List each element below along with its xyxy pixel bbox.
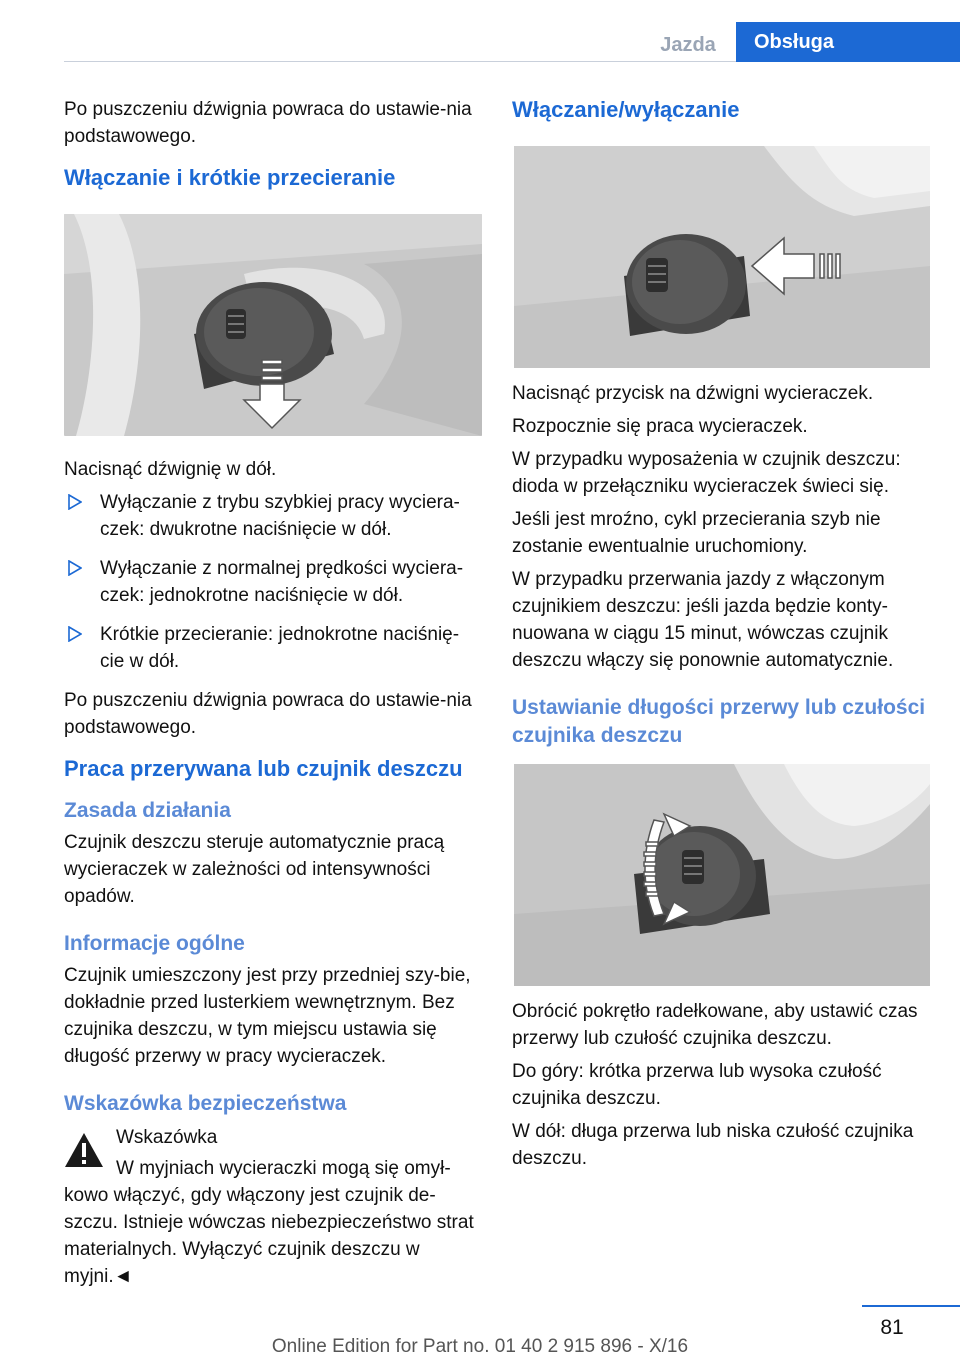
right-column	[512, 96, 932, 1178]
heading-intermittent-rain-sensor: Praca przerywana lub czujnik deszczu	[64, 756, 463, 781]
right-paragraph: W dół: długa przerwa lub niska czułość czujnika deszczu.	[512, 1121, 914, 1169]
heading-safety-note: Wskazówka bezpieczeństwa	[64, 1092, 347, 1115]
footer-rule	[862, 1305, 960, 1307]
heading-interval-sensitivity: Ustawianie długości przerwy lub czułości czujnika deszczu	[512, 696, 926, 747]
right-paragraph: W przypadku wyposażenia w czujnik deszczu: dioda w przełączniku wycieraczek świeci się.	[512, 449, 901, 497]
wiper-lever-push-down-illustration	[64, 214, 482, 436]
triangle-bullet-icon	[68, 560, 82, 576]
bullet-text: Wyłączanie z trybu szybkiej pracy wyciera-czek: dwukrotne naciśnięcie w dół.	[100, 492, 460, 540]
tab-jazda[interactable]: Jazda	[660, 34, 716, 56]
heading-general-info: Informacje ogólne	[64, 932, 245, 955]
general-info-text: Czujnik umieszczony jest przy przedniej szy-bie, dokładnie przed lusterkiem wewnętrznym. Bez czujnika deszczu, w tym miejscu ustawia się długość przerwy w pracy wycieraczek.	[64, 965, 471, 1067]
right-paragraph: Do góry: krótka przerwa lub wysoka czułość czujnika deszczu.	[512, 1061, 882, 1109]
bullet-list	[64, 489, 482, 675]
right-paragraph: Jeśli jest mroźno, cykl przecierania szyb nie zostanie ewentualnie uruchomiony.	[512, 509, 881, 557]
list-item	[64, 555, 482, 609]
heading-on-off: Włączanie/wyłączanie	[512, 97, 740, 122]
note-text: W myjniach wycieraczki mogą się omył-kowo włączyć, gdy włączony jest czujnik de-szczu. Istnieje wówczas niebezpieczeństwo strat materialnych. Wyłączyć czujnik deszczu w myjni.◄	[64, 1158, 474, 1287]
right-paragraph: Rozpocznie się praca wycieraczek.	[512, 416, 808, 437]
right-paragraph: Nacisnąć przycisk na dźwigni wycieraczek.	[512, 383, 874, 404]
bullet-text: Krótkie przecieranie: jednokrotne naciśnię-cie w dół.	[100, 624, 460, 672]
bullet-text: Wyłączanie z normalnej prędkości wyciera-czek: jednokrotne naciśnięcie w dół.	[100, 558, 464, 606]
warning-triangle-icon	[64, 1132, 104, 1168]
wiper-button-press-illustration	[512, 146, 932, 368]
list-item	[64, 489, 482, 543]
footer-edition-text: Online Edition for Part no. 01 40 2 915 896 - X/16	[271, 1336, 689, 1357]
left-column	[64, 96, 482, 1294]
triangle-bullet-icon	[68, 626, 82, 642]
tab-obsluga[interactable]: Obsługa	[736, 22, 960, 62]
knurled-wheel-rotate-illustration	[512, 764, 932, 986]
note-label: Wskazówka	[116, 1127, 218, 1148]
intro-paragraph: Po puszczeniu dźwignia powraca do ustawie-nia podstawowego.	[64, 99, 472, 147]
page-number: 81	[880, 1316, 904, 1339]
list-item	[64, 621, 482, 675]
right-paragraph: W przypadku przerwania jazdy z włączonym czujnikiem deszczu: jeśli jazda będzie konty-nuowana w ciągu 15 minut, wówczas czujnik deszczu włączy się ponownie automatycznie.	[512, 569, 894, 671]
triangle-bullet-icon	[68, 494, 82, 510]
right-paragraph: Obrócić pokrętło radełkowane, aby ustawić czas przerwy lub czułość czujnika deszczu.	[512, 1001, 918, 1049]
heading-switch-on-short-wipe: Włączanie i krótkie przecieranie	[64, 165, 396, 190]
after-release-text: Po puszczeniu dźwignia powraca do ustawie-nia podstawowego.	[64, 690, 472, 738]
heading-principle: Zasada działania	[64, 799, 231, 822]
press-down-text: Nacisnąć dźwignię w dół.	[64, 459, 277, 480]
warning-note	[64, 1124, 482, 1290]
principle-text: Czujnik deszczu steruje automatycznie pracą wycieraczek w zależności od intensywności opadów.	[64, 832, 445, 907]
